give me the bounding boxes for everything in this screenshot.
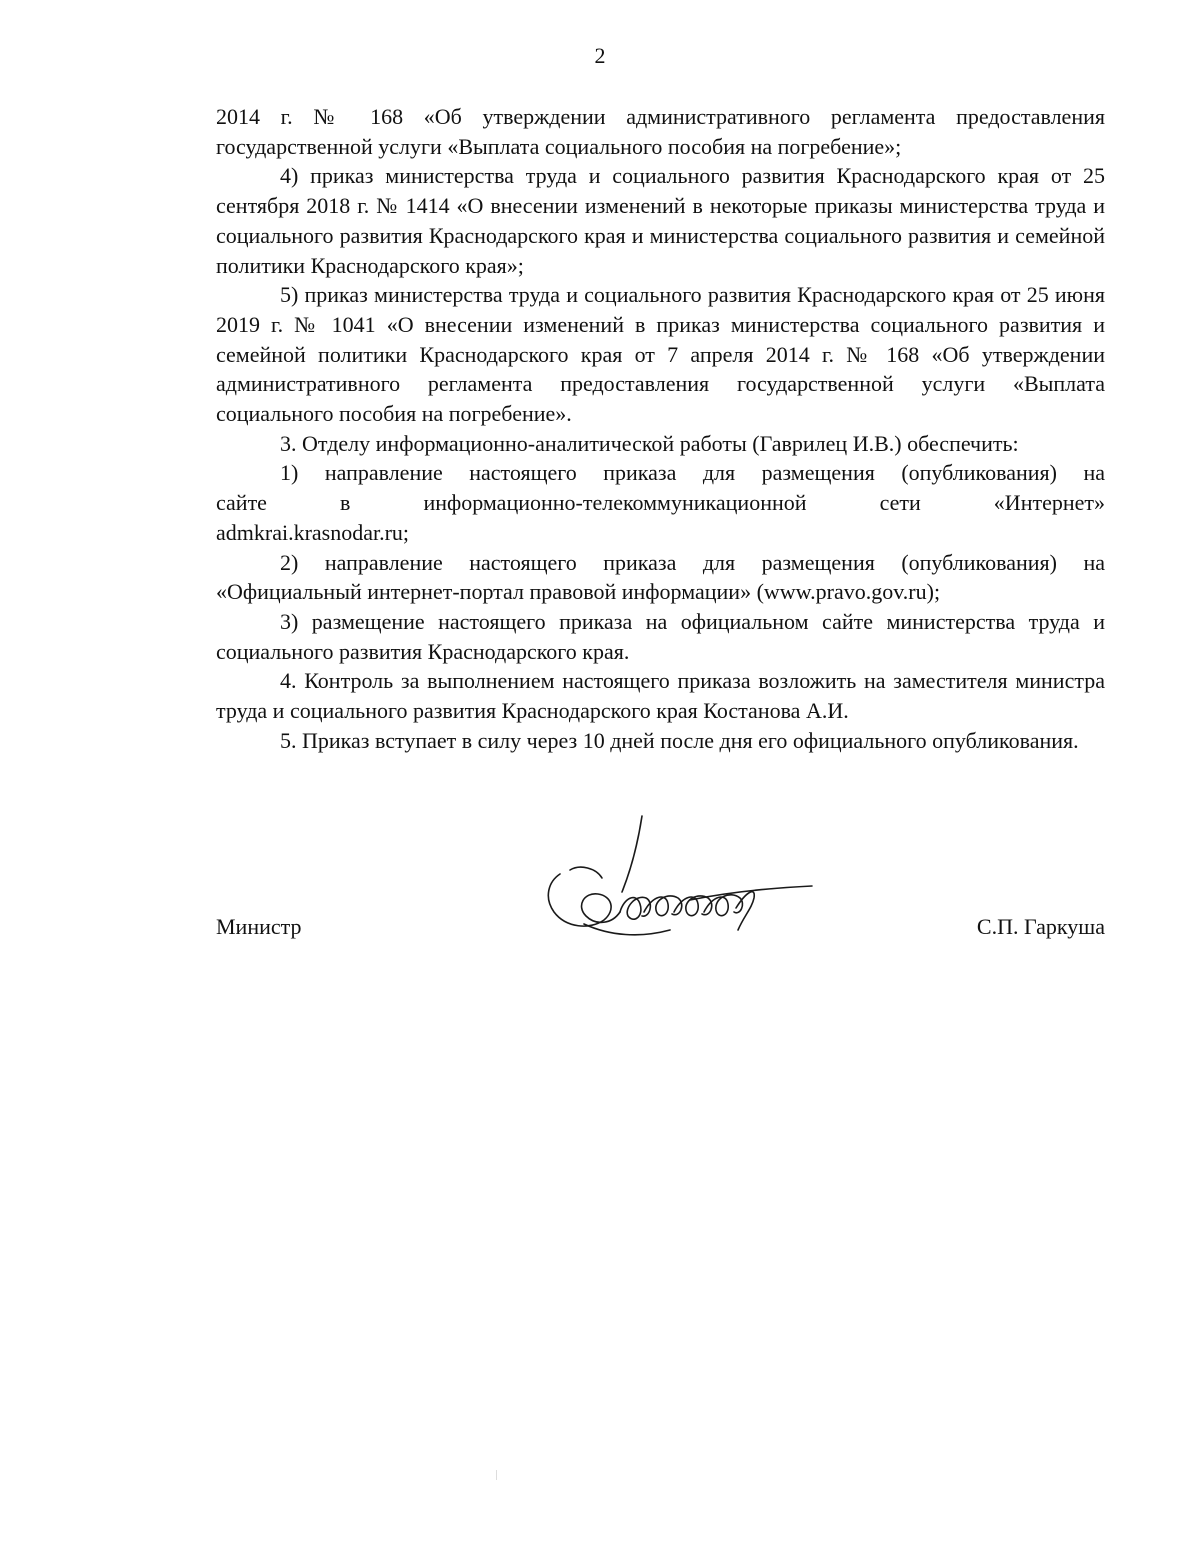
paragraph-section-3: 3. Отделу информационно-аналитической работы (Гаврилец И.В.) обеспечить: xyxy=(280,430,1019,456)
paragraph-item-4: 4) приказ министерства труда и социального развития Краснодарского края от 25 сентября 2018 г. № 1414 «О внесении изменений в некоторые приказы министерства труда и социального развития Краснодарского края и министерства социального развития и семейной политики Краснодарского края»; xyxy=(216,163,1105,278)
signature-block xyxy=(216,912,1105,952)
paragraph-item-5: 5) приказ министерства труда и социального развития Краснодарского края от 25 июня 2019 г. № 1041 «О внесении изменений в приказ министерства социального развития и семейной политики Краснодарского края от 7 апреля 2014 г. № 168 «Об утверждении административного регламента предоставления государственной услуги «Выплата социального пособия на погребение». xyxy=(216,282,1105,427)
paragraph-line: admkrai.krasnodar.ru; xyxy=(216,519,410,545)
paragraph-section-5: 5. Приказ вступает в силу через 10 дней после дня его официального опубликования. xyxy=(280,727,1079,753)
page-number: 2 xyxy=(594,43,606,68)
scan-artifact xyxy=(496,1470,497,1480)
signatory-name: С.П. Гаркуша xyxy=(976,914,1105,939)
paragraph-line: сайте в информационно-телекоммуникационной сети «Интернет» xyxy=(216,490,1105,516)
paragraph-item-3-3: 3) размещение настоящего приказа на официальном сайте министерства труда и социального развития Краснодарского края. xyxy=(216,608,1105,664)
paragraph-item-3-2: 2) направление настоящего приказа для размещения (опубликования) на «Официальный интернет-портал правовой информации» (www.pravo.gov.ru); xyxy=(216,549,1105,605)
paragraph-line: 1) направление настоящего приказа для размещения (опубликования) на xyxy=(280,460,1105,486)
signatory-title: Министр xyxy=(216,914,302,939)
document-body xyxy=(216,102,1105,755)
paragraph-item-3-1 xyxy=(216,458,1105,547)
paragraph-continuation: 2014 г. № 168 «Об утверждении административного регламента предоставления государственной услуги «Выплата социального пособия на погребение»; xyxy=(216,104,1105,159)
paragraph-section-4: 4. Контроль за выполнением настоящего приказа возложить на заместителя министра труда и социального развития Краснодарского края Костанова А.И. xyxy=(216,668,1105,724)
